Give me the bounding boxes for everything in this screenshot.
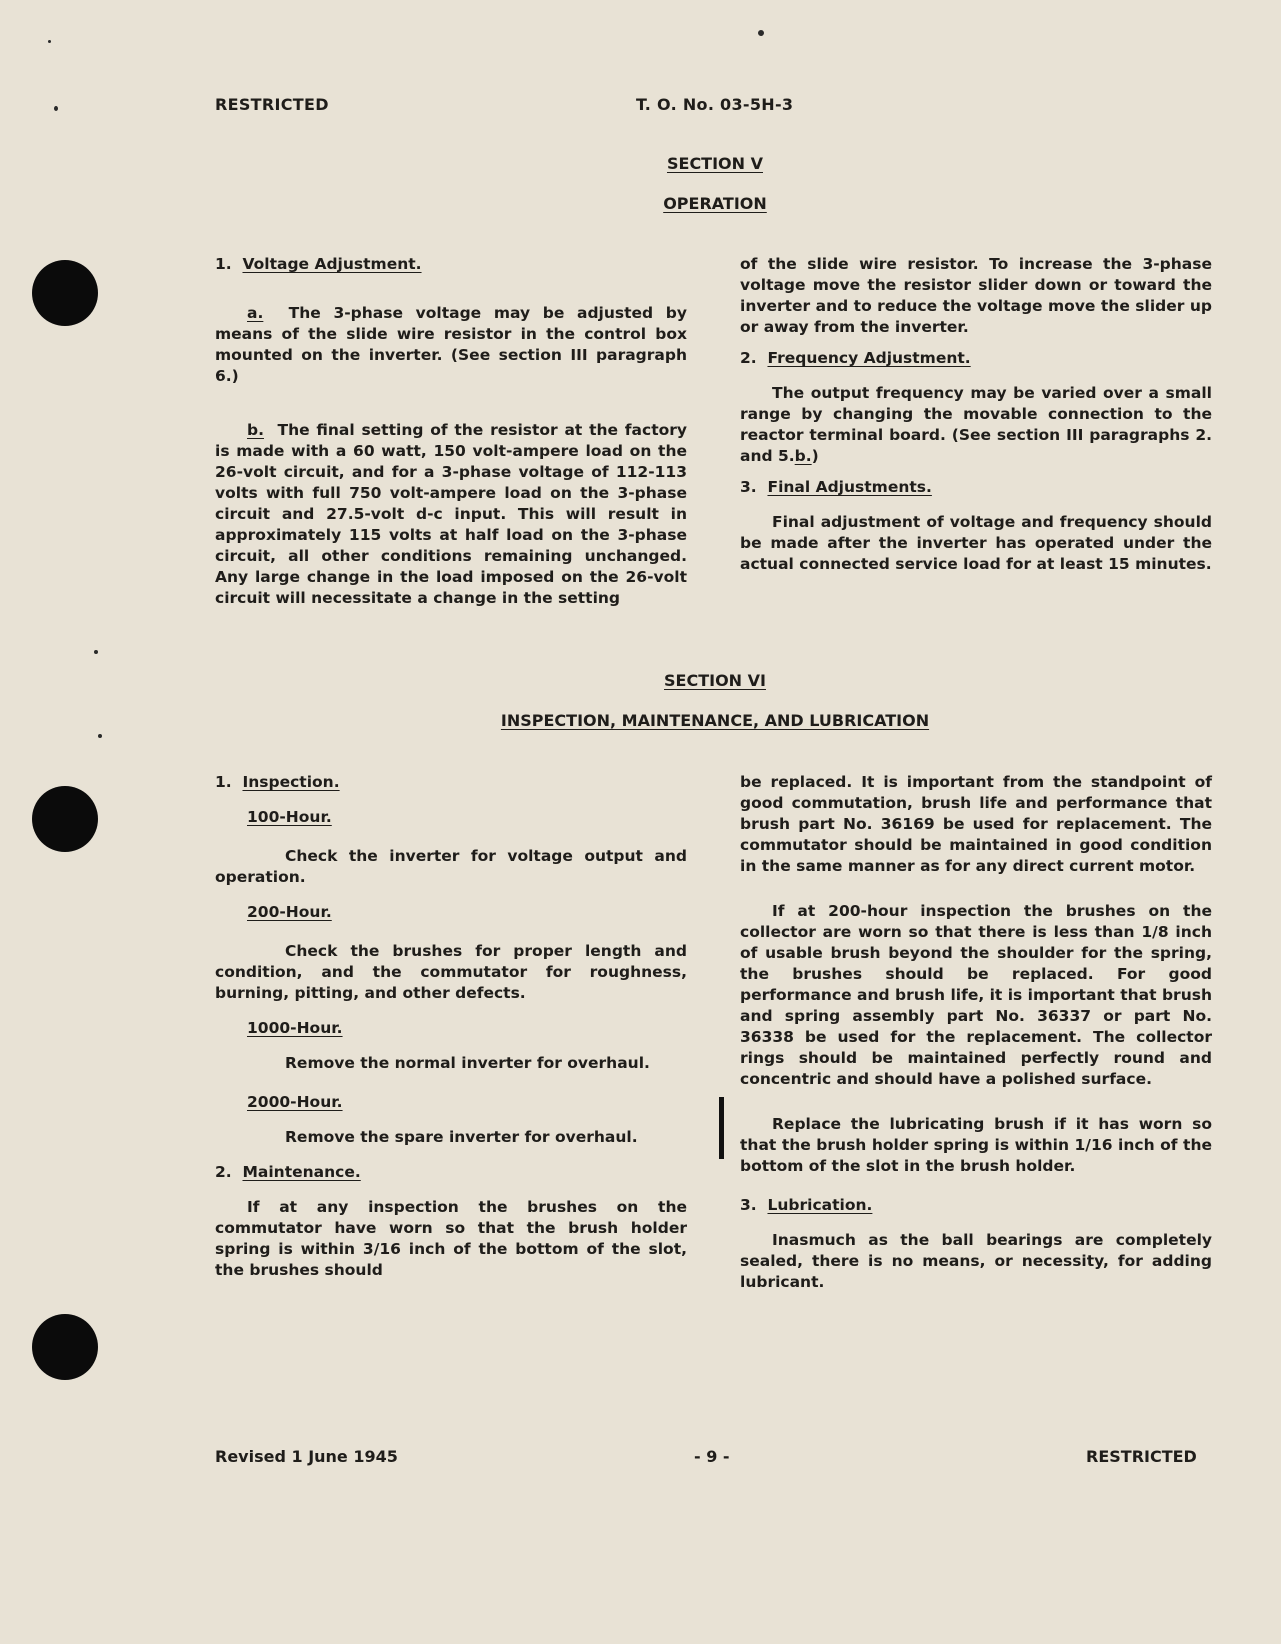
hour-1000-text: Remove the normal inverter for overhaul. <box>285 1054 650 1072</box>
maintenance-heading: 2. Maintenance. <box>215 1163 361 1181</box>
lubricating-brush-text: Replace the lubricating brush if it has worn so that the brush holder spring is within 1/16 inch of the bottom of the slot in the brush holder. <box>740 1115 1212 1175</box>
hour-100-label: 100-Hour. <box>247 808 332 826</box>
speck-mark <box>98 734 102 738</box>
section-vi-number: SECTION VI <box>664 671 766 690</box>
speck-mark <box>48 40 51 43</box>
section-vi-title: INSPECTION, MAINTENANCE, AND LUBRICATION <box>500 711 930 730</box>
frequency-adjustment-text: The output frequency may be varied over a small range by changing the movable connection to the reactor terminal board. (See section III paragraphs 2. and 5.b.) <box>740 384 1212 465</box>
section-v-number: SECTION V <box>666 154 763 173</box>
speck-mark <box>54 106 58 111</box>
binder-hole-middle <box>32 786 98 852</box>
final-adjustments-text: Final adjustment of voltage and frequency should be made after the inverter has operated under the actual connected service load for at least 15 minutes. <box>740 513 1212 573</box>
lubrication-text: Inasmuch as the ball bearings are completely sealed, there is no means, or necessity, for adding lubricant. <box>740 1231 1212 1291</box>
speck-mark <box>758 30 764 36</box>
paragraph-a: a. The 3-phase voltage may be adjusted by means of the slide wire resistor in the control box mounted on the inverter. (See section III paragraph 6.) <box>215 304 687 385</box>
hour-2000-text: Remove the spare inverter for overhaul. <box>285 1128 638 1146</box>
footer-classification: RESTRICTED <box>1086 1447 1197 1466</box>
binder-hole-bottom <box>32 1314 98 1380</box>
footer-page-number: - 9 - <box>694 1447 730 1466</box>
hour-2000-label: 2000-Hour. <box>247 1093 343 1111</box>
header-classification: RESTRICTED <box>215 95 329 114</box>
hour-1000-label: 1000-Hour. <box>247 1019 343 1037</box>
inspection-heading: 1. Inspection. <box>215 773 340 791</box>
voltage-adjustment-heading: 1. Voltage Adjustment. <box>215 255 422 273</box>
section-v-title: OPERATION <box>663 194 767 213</box>
maintenance-text: If at any inspection the brushes on the commutator have worn so that the brush holder spring is within 3/16 inch of the bottom of the slot, the brushes should <box>215 1198 687 1279</box>
hour-200-text: Check the brushes for proper length and condition, and the commutator for roughness, burning, pitting, and other defects. <box>215 942 687 1002</box>
lubrication-heading: 3. Lubrication. <box>740 1196 873 1214</box>
section-vi-right-column <box>740 772 1212 1293</box>
footer-revision-date: Revised 1 June 1945 <box>215 1447 398 1466</box>
section-v-left-column <box>215 254 687 609</box>
paragraph-b-continued: of the slide wire resistor. To increase the 3-phase voltage move the resistor slider down or toward the inverter and to reduce the voltage move the slider up or away from the inverter. <box>740 255 1212 336</box>
binder-hole-top <box>32 260 98 326</box>
section-v-right-column <box>740 254 1212 575</box>
hour-200-label: 200-Hour. <box>247 903 332 921</box>
final-adjustments-heading: 3. Final Adjustments. <box>740 478 932 496</box>
hour-100-text: Check the inverter for voltage output and operation. <box>215 847 687 886</box>
header-document-number: T. O. No. 03-5H-3 <box>636 95 794 114</box>
section-vi-left-column <box>215 772 687 1281</box>
speck-mark <box>94 650 98 654</box>
maintenance-text-continued: be replaced. It is important from the standpoint of good commutation, brush life and performance that brush part No. 36169 be used for replacement. The commutator should be maintained in good condition in the same manner as for any direct current motor. <box>740 773 1212 875</box>
revision-change-bar <box>719 1097 724 1159</box>
frequency-adjustment-heading: 2. Frequency Adjustment. <box>740 349 971 367</box>
collector-brush-text: If at 200-hour inspection the brushes on the collector are worn so that there is less than 1/8 inch of usable brush beyond the shoulder for the spring, the brushes should be replaced. For good performance and brush life, it is important that brush and spring assembly part No. 36337 or part No. 36338 be used for the replacement. The collector rings should be maintained perfectly round and concentric and should have a polished surface. <box>740 902 1212 1088</box>
paragraph-b: b. The final setting of the resistor at the factory is made with a 60 watt, 150 volt-ampere load on the 26-volt circuit, and for a 3-phase voltage of 112-113 volts with full 750 volt-ampere load on the 3-phase circuit and 27.5-volt d-c input. This will result in approximately 115 volts at half load on the 3-phase circuit, all other conditions remaining unchanged. Any large change in the load imposed on the 26-volt circuit will necessitate a change in the setting <box>215 421 687 607</box>
